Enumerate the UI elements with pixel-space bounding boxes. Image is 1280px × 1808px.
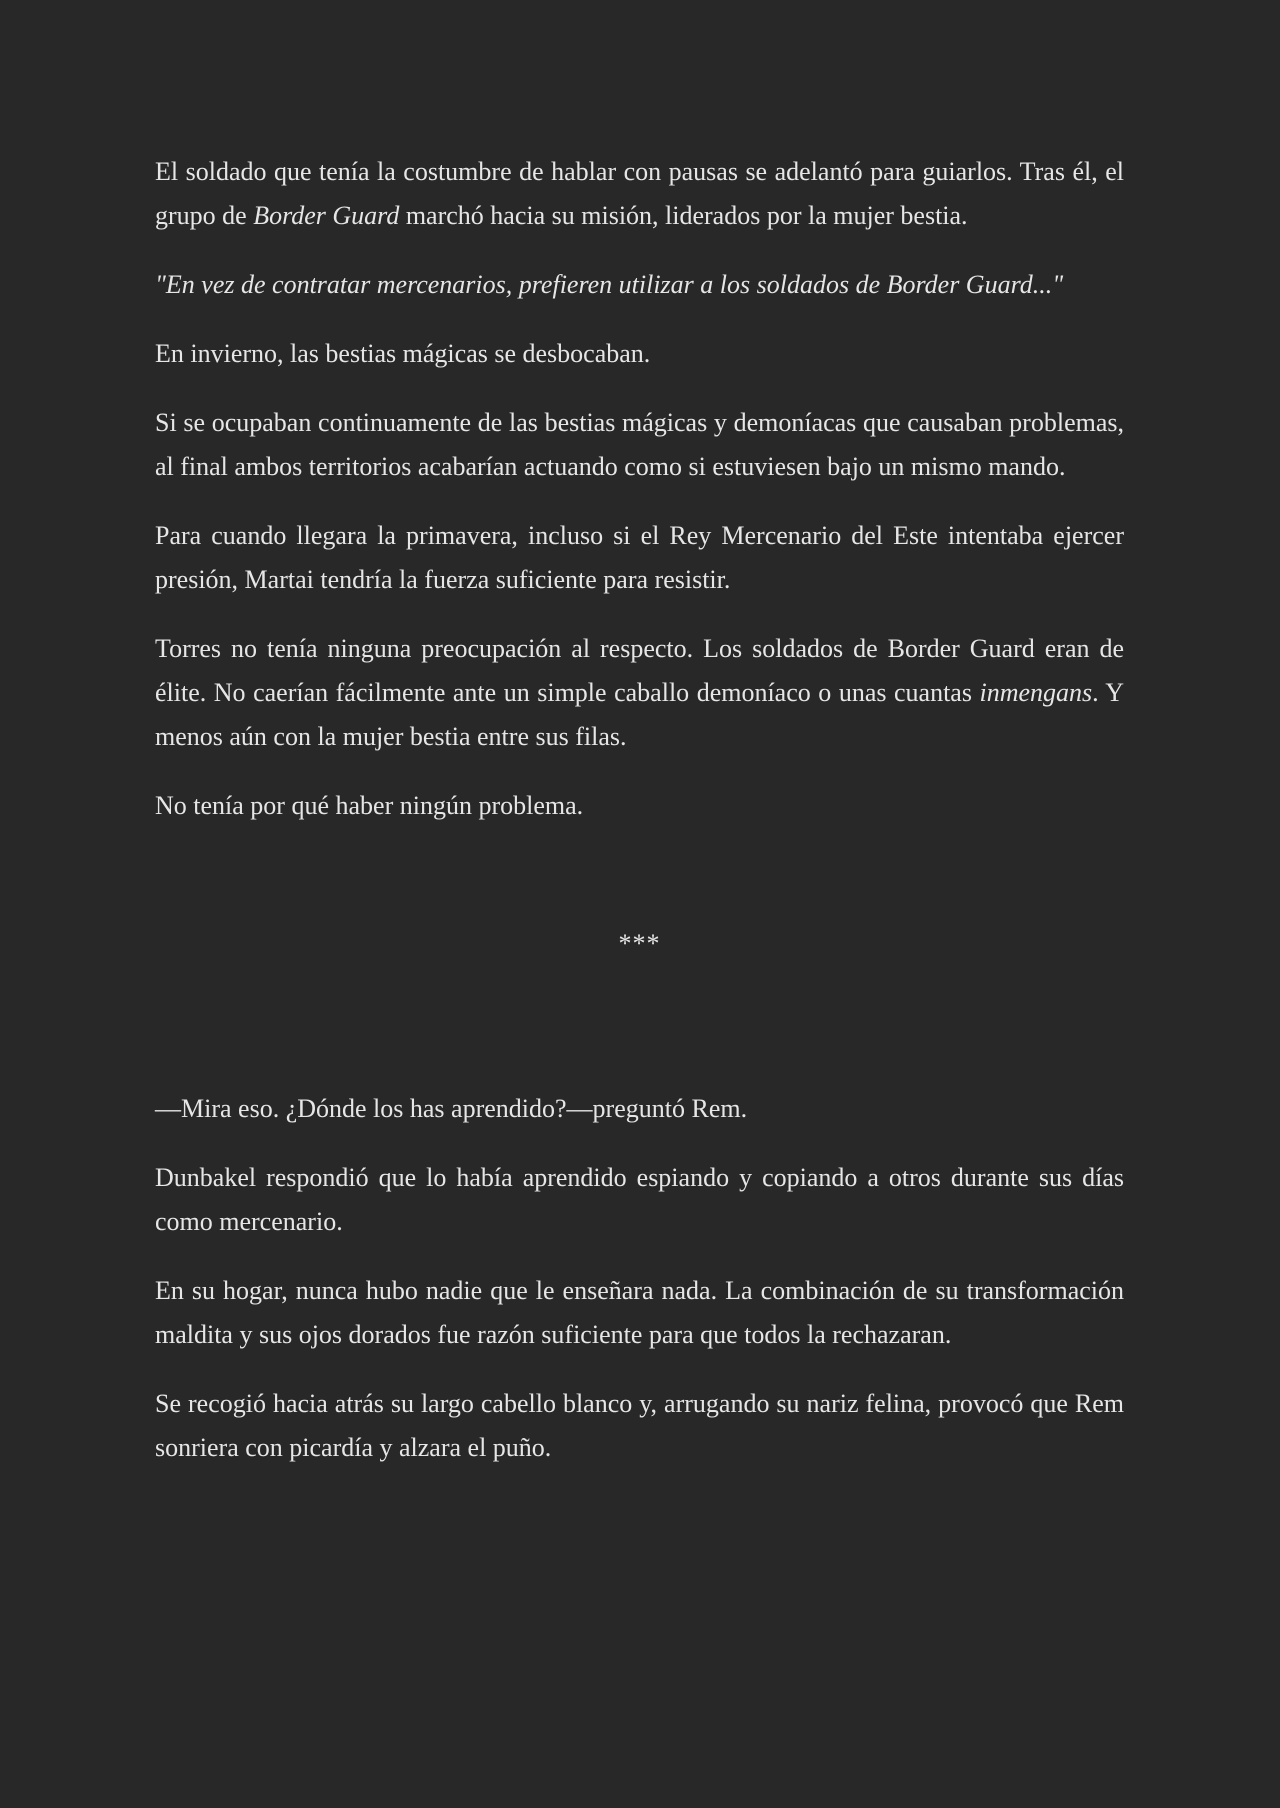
paragraph: En invierno, las bestias mágicas se desbocaban. bbox=[155, 339, 651, 368]
reader-page bbox=[155, 150, 1124, 1495]
paragraph: En su hogar, nunca hubo nadie que le enseñara nada. La combinación de su transformación maldita y sus ojos dorados fue razón suficiente para que todos la rechazaran. bbox=[155, 1276, 1124, 1349]
paragraph: Si se ocupaban continuamente de las bestias mágicas y demoníacas que causaban problemas, al final ambos territorios acabarían actuando como si estuviesen bajo un mismo mando. bbox=[155, 408, 1124, 481]
paragraph: Se recogió hacia atrás su largo cabello blanco y, arrugando su nariz felina, provocó que Rem sonriera con picardía y alzara el puño. bbox=[155, 1389, 1124, 1462]
paragraph-thought bbox=[155, 263, 1124, 307]
text-run: El soldado que tenía la costumbre de hablar con pausas se adelantó para guiarlos. Tras él, el grupo de bbox=[155, 157, 1124, 230]
paragraph: Para cuando llegara la primavera, incluso si el Rey Mercenario del Este intentaba ejercer presión, Martai tendría la fuerza suficiente para resistir. bbox=[155, 521, 1124, 594]
paragraph bbox=[155, 627, 1124, 759]
paragraph-dialogue: —Mira eso. ¿Dónde los has aprendido?—preguntó Rem. bbox=[155, 1094, 748, 1123]
text-run: marchó hacia su misión, liderados por la mujer bestia. bbox=[399, 201, 968, 230]
emphasis-text: Border Guard bbox=[253, 201, 400, 230]
paragraph: Dunbakel respondió que lo había aprendido espiando y copiando a otros durante sus días como mercenario. bbox=[155, 1163, 1124, 1236]
text-run: . Y menos aún con la mujer bestia entre sus filas. bbox=[155, 678, 1125, 751]
text-run: ..." bbox=[1032, 270, 1064, 299]
paragraph: No tenía por qué haber ningún problema. bbox=[155, 791, 584, 820]
scene-separator: *** bbox=[618, 929, 661, 958]
text-run: "En vez de contratar mercenarios, prefieren utilizar a los soldados de Border Guard bbox=[155, 270, 1033, 299]
text-run: Torres no tenía ninguna preocupación al respecto. Los soldados de Border Guard eran de élite. No caerían fácilmente ante un simple caballo demoníaco o unas cuantas bbox=[155, 634, 1124, 707]
emphasis-text: inmengans bbox=[979, 678, 1093, 707]
paragraph bbox=[155, 150, 1124, 238]
